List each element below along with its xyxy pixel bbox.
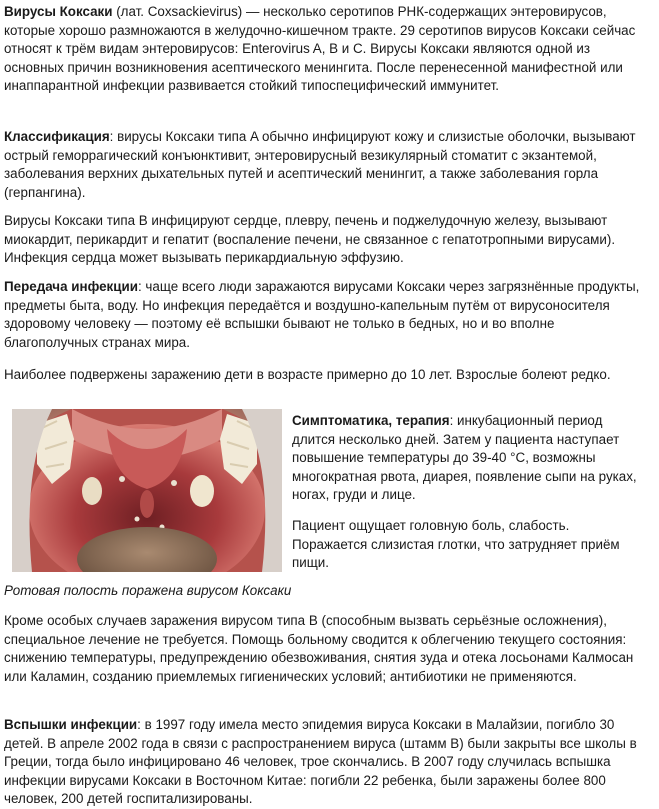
transmission-text: : чаще всего люди заражаются вирусами Коксаки через загрязнённые продукты, предметы быта, воду. Но инфекция передаётся и воздушно-капельным путём от вирусоносителя здоровому человеку — поэтому её вспышки бывают не только в бедных, но и во вполне благополучных странах мира.	[4, 279, 640, 350]
symptoms-text: : инкубационный период длится несколько дней. Затем у пациента наступает повышение температуры до 39-40 °С, возможны многократная рвота, диарея, появление сыпи на руках, ногах, груди и лице.	[292, 413, 637, 502]
treatment-paragraph	[4, 612, 644, 686]
children-paragraph	[4, 366, 644, 385]
mouth-photo	[12, 409, 282, 572]
outbreaks-paragraph	[4, 716, 644, 809]
transmission-paragraph	[4, 278, 644, 352]
classification-paragraph	[4, 128, 644, 202]
type-b-paragraph	[4, 212, 644, 268]
intro-text: (лат. Coxsackievirus) — несколько серотипов РНК-содержащих энтеровирусов, которые хорошо размножаются в желудочно-кишечном тракте. 29 серотипов вирусов Коксаки сейчас относят к трём видам энтеровирусов: Enterovirus A, B и C. Вирусы Коксаки являются одной из основных причин возникновения асептического менингита. После перенесенной манифестной или инаппарантной инфекции развивается стойкий типоспецифический иммунитет.	[4, 4, 636, 93]
classification-title: Классификация	[4, 129, 110, 144]
intro-title: Вирусы Коксаки	[4, 4, 113, 19]
children-text: Наиболее подвержены заражению дети в возрасте примерно до 10 лет. Взрослые болеют редко.	[4, 367, 611, 382]
symptoms-title: Симптоматика, терапия	[292, 413, 450, 428]
intro-paragraph	[4, 3, 644, 96]
complaints-paragraph	[292, 517, 648, 573]
photo-caption: Ротовая полость поражена вирусом Коксаки	[4, 583, 292, 598]
outbreaks-title: Вспышки инфекции	[4, 717, 138, 732]
transmission-title: Передача инфекции	[4, 279, 138, 294]
symptoms-paragraph	[292, 412, 648, 505]
outbreaks-text: : в 1997 году имела место эпидемия вируса Коксаки в Малайзии, погибло 30 детей. В апреле 2002 года в связи с распространением вируса (штамм B) были закрыты все школы в Греции, тогда было инфицировано 46 человек, трое скончались. В 2007 году случилась вспышка инфекции вирусами Коксаки в Восточном Китае: погибли 22 ребенка, были заражены более 800 человек, 200 детей госпитализированы.	[4, 717, 637, 806]
classification-text: : вирусы Коксаки типа A обычно инфицируют кожу и слизистые оболочки, вызывают острый геморрагический конъюнктивит, энтеровирусный везикулярный стоматит с экзантемой, заболевания верхних дыхательных путей и асептический менингит, а также заболевания горла (герпангина).	[4, 129, 636, 200]
type-b-text: Вирусы Коксаки типа B инфицируют сердце, плевру, печень и поджелудочную железу, вызывают миокардит, перикардит и гепатит (воспаление печени, не связанное с гепатотропными вирусами). Инфекция сердца может вызывать перикардиальную эффузию.	[4, 213, 616, 265]
treatment-text: Кроме особых случаев заражения вирусом типа B (способным вызвать серьёзные осложнения), специальное лечение не требуется. Помощь больному сводится к облегчению текущего состояния: снижению температуры, предупреждению обезвоживания, снятия зуда и отека лосьонами Калмосан или Каламин, созданию приемлемых гигиенических условий; антибиотики не применяются.	[4, 613, 634, 684]
complaints-text: Пациент ощущает головную боль, слабость. Поражается слизистая глотки, что затрудняет приём пищи.	[292, 518, 620, 570]
